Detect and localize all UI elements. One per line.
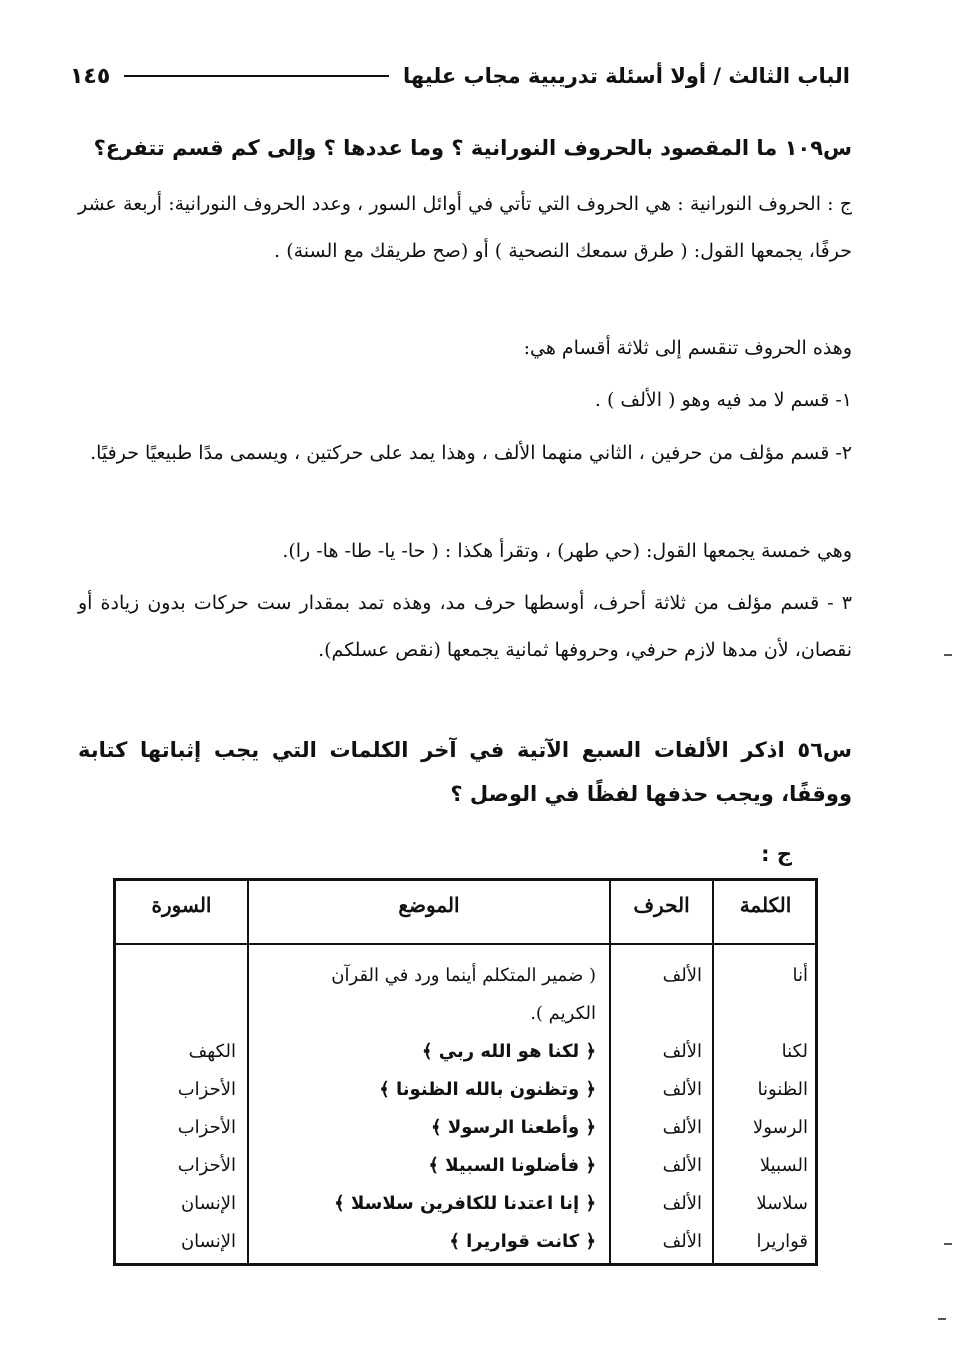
header-rule bbox=[124, 75, 389, 77]
question-109: س١٠٩ ما المقصود بالحروف النورانية ؟ وما عددها ؟ وإلى كم قسم تتفرع؟ bbox=[93, 136, 852, 160]
table-cell-word: أنا bbox=[792, 965, 808, 986]
table-cell-surah: الأحزاب bbox=[177, 1079, 236, 1100]
table-cell-surah: الأحزاب bbox=[177, 1155, 236, 1176]
header-letter: الحرف bbox=[633, 893, 690, 917]
surah-column bbox=[126, 957, 236, 1261]
part-three: ٣ - قسم مؤلف من ثلاثة أحرف، أوسطها حرف مد، وهذه تمد بمقدار ست حركات بدون زيادة أو نقصان، لأن مدها لازم حرفي، وحروفها ثمانية يجمعها (نقص عسلكم). bbox=[78, 592, 852, 661]
table-cell-surah bbox=[126, 995, 236, 1033]
column-divider bbox=[712, 881, 714, 1263]
table-cell-letter: الألف bbox=[662, 1193, 702, 1214]
table-cell-surah: الإنسان bbox=[180, 1193, 236, 1214]
header-divider bbox=[116, 943, 815, 945]
column-divider bbox=[247, 881, 249, 1263]
scan-mark bbox=[944, 1243, 952, 1245]
table-cell-letter: الألف bbox=[662, 1117, 702, 1138]
answer-label: ج : bbox=[761, 842, 792, 866]
table-cell-letter: الألف bbox=[662, 1231, 702, 1252]
table-cell-surah: الأحزاب bbox=[177, 1117, 236, 1138]
table-cell-location: ﴿ فأضلونا السبيلا ﴾ bbox=[428, 1155, 596, 1176]
table-cell-surah: الإنسان bbox=[180, 1231, 236, 1252]
table-cell-location: ( ضمير المتكلم أينما ورد في القرآن bbox=[331, 965, 596, 986]
header-word: الكلمة bbox=[739, 893, 792, 917]
table-cell-word: الظنونا bbox=[757, 1079, 808, 1100]
scan-mark bbox=[944, 654, 952, 656]
table-cell-word bbox=[716, 995, 808, 1033]
table-cell-word: سلاسلا bbox=[756, 1193, 808, 1214]
table-cell-word: الرسولا bbox=[752, 1117, 808, 1138]
question-56: س٥٦ اذكر الألفات السبع الآتية في آخر الكلمات التي يجب إثباتها كتابة ووقفًا، ويجب حذفها لفظًا في الوصل ؟ bbox=[78, 738, 852, 806]
table-cell-location: ﴿ وتظنون بالله الظنونا ﴾ bbox=[379, 1079, 596, 1100]
division-text: وهذه الحروف تنقسم إلى ثلاثة أقسام هي: bbox=[523, 337, 852, 359]
header-location: الموضع bbox=[398, 893, 460, 917]
word-column bbox=[716, 957, 808, 1261]
answer-intro: ج : الحروف النورانية : هي الحروف التي تأتي في أوائل السور ، وعدد الحروف النورانية: أربعة عشر حرفًا، يجمعها القول: ( طرق سمعك النصحية ) أو (صح طريقك مع السنة) . bbox=[78, 193, 852, 262]
table-cell-letter: الألف bbox=[662, 1041, 702, 1062]
table-cell-letter: الألف bbox=[662, 1155, 702, 1176]
part-two: ٢- قسم مؤلف من حرفين ، الثاني منهما الألف ، وهذا يمد على حركتين ، ويسمى مدًا طبيعيًا حرفيًا. bbox=[90, 442, 852, 464]
part-two-letters: وهي خمسة يجمعها القول: (حي طهر) ، وتقرأ هكذا : ( حا- يا- طا- ها- را). bbox=[282, 540, 852, 562]
table-cell-surah: الكهف bbox=[188, 1041, 236, 1062]
table-cell-letter: الألف bbox=[662, 965, 702, 986]
column-divider bbox=[609, 881, 611, 1263]
page-header bbox=[70, 56, 850, 96]
table-cell-word: لكنا bbox=[781, 1041, 808, 1062]
page-number: ١٤٥ bbox=[70, 63, 111, 89]
table-cell-location: ﴿ لكنا هو الله ربي ﴾ bbox=[421, 1041, 596, 1062]
letter-column bbox=[616, 957, 702, 1261]
part-one: ١- قسم لا مد فيه وهو ( الألف ) . bbox=[594, 389, 852, 411]
table-cell-word: قواريرا bbox=[756, 1231, 808, 1252]
scan-mark bbox=[938, 1318, 946, 1320]
table-cell-surah bbox=[126, 957, 236, 995]
chapter-title: الباب الثالث / أولا أسئلة تدريبية مجاب عليها bbox=[403, 64, 850, 88]
header-surah: السورة bbox=[151, 893, 212, 917]
alif-table bbox=[113, 878, 818, 1266]
table-cell-location: الكريم ). bbox=[530, 1003, 596, 1024]
table-cell-word: السبيلا bbox=[759, 1155, 808, 1176]
table-cell-letter bbox=[616, 995, 702, 1033]
table-cell-letter: الألف bbox=[662, 1079, 702, 1100]
table-cell-location: ﴿ كانت قواريرا ﴾ bbox=[449, 1231, 596, 1252]
location-column bbox=[256, 957, 596, 1261]
table-cell-location: ﴿ وأطعنا الرسولا ﴾ bbox=[431, 1117, 596, 1138]
table-cell-location: ﴿ إنا اعتدنا للكافرين سلاسلا ﴾ bbox=[334, 1193, 596, 1214]
